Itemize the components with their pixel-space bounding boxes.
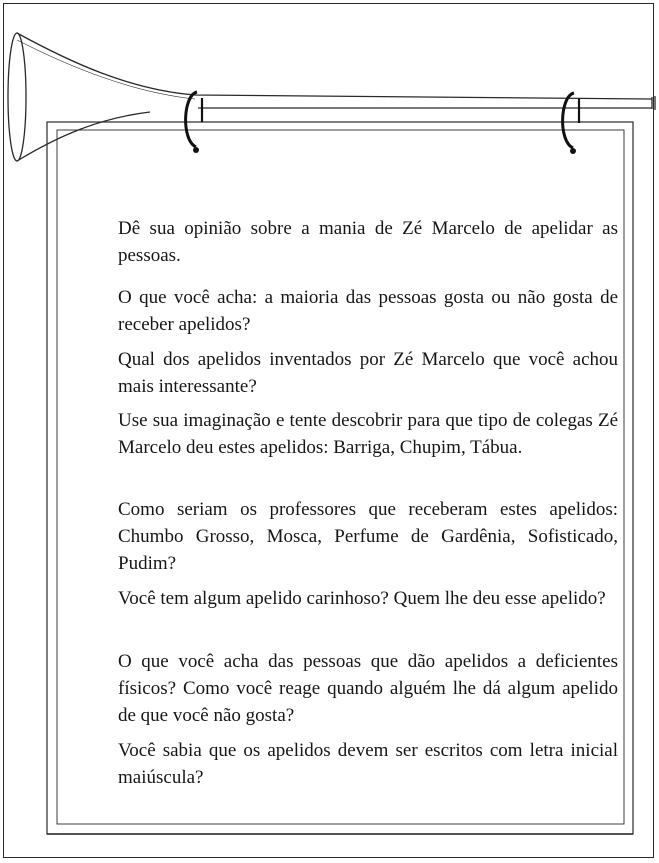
question-2: O que você acha: a maioria das pessoas gosta ou não gosta de receber apelidos? bbox=[118, 287, 618, 335]
question-1: Dê sua opinião sobre a mania de Zé Marcelo de apelidar as pessoas. bbox=[118, 218, 618, 266]
question-8: Você sabia que os apelidos devem ser escritos com letra inicial maiúscula? bbox=[118, 740, 618, 788]
binder-ring-icon bbox=[563, 93, 579, 154]
question-6: Você tem algum apelido carinhoso? Quem lhe deu esse apelido? bbox=[118, 588, 606, 609]
question-5: Como seriam os professores que receberam estes apelidos: Chumbo Grosso, Mosca, Perfume de Gardênia, Sofisticado, Pudim? bbox=[118, 499, 618, 574]
question-4: Use sua imaginação e tente descobrir para que tipo de colegas Zé Marcelo deu estes apelidos: Barriga, Chupim, Tábua. bbox=[118, 410, 618, 458]
question-3: Qual dos apelidos inventados por Zé Marcelo que você achou mais interessante? bbox=[118, 349, 618, 397]
question-7: O que você acha das pessoas que dão apelidos a deficientes físicos? Como você reage quando alguém lhe dá algum apelido de que você não gosta? bbox=[118, 651, 618, 726]
trumpet-horn-illustration bbox=[8, 33, 655, 161]
